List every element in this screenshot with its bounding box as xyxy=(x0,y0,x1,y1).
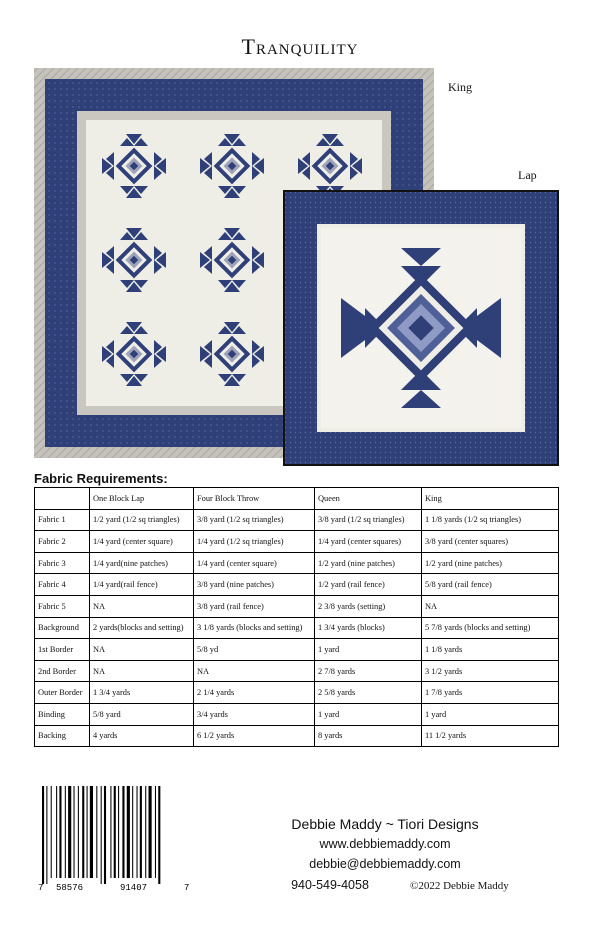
website-link[interactable]: www.debbiemaddy.com xyxy=(319,837,451,851)
table-row xyxy=(35,509,559,531)
table-cell: 3/8 yard (1/2 sq triangles) xyxy=(315,509,422,531)
barcode-digit-1: 7 xyxy=(38,883,44,893)
barcode-bar xyxy=(101,786,102,884)
table-cell: NA xyxy=(90,639,194,661)
barcode-bar xyxy=(114,786,116,878)
barcode-bar xyxy=(65,786,66,878)
barcode-bar xyxy=(158,786,160,884)
barcode-bar xyxy=(127,786,130,878)
fabric-requirements-table xyxy=(34,487,559,747)
table-cell: 1 1/8 yards xyxy=(422,639,559,661)
barcode-bar xyxy=(137,786,138,878)
table-cell: 3/8 yard (1/2 sq triangles) xyxy=(194,509,315,531)
barcode-bar xyxy=(155,786,156,878)
column-header: King xyxy=(422,488,559,510)
barcode-bar xyxy=(46,786,47,884)
barcode-bar xyxy=(140,786,142,878)
table-cell: 1/4 yard(rail fence) xyxy=(90,574,194,596)
table-cell: 1/2 yard (nine patches) xyxy=(315,552,422,574)
barcode-bar xyxy=(78,786,79,878)
king-label: King xyxy=(448,80,472,94)
table-cell: 1/2 yard (1/2 sq triangles) xyxy=(90,509,194,531)
table-row xyxy=(35,639,559,661)
barcode-bar xyxy=(82,786,84,878)
fabric-requirements-heading: Fabric Requirements: xyxy=(34,471,168,486)
table-cell: 1 7/8 yards xyxy=(422,682,559,704)
table-cell: 3 1/2 yards xyxy=(422,660,559,682)
column-header: One Block Lap xyxy=(90,488,194,510)
row-label: Backing xyxy=(35,725,90,747)
row-label: Fabric 2 xyxy=(35,531,90,553)
row-label: Fabric 5 xyxy=(35,595,90,617)
table-cell: 3 1/8 yards (blocks and setting) xyxy=(194,617,315,639)
column-header: Four Block Throw xyxy=(194,488,315,510)
barcode-bar xyxy=(56,786,57,878)
table-row xyxy=(35,595,559,617)
table-cell: 11 1/2 yards xyxy=(422,725,559,747)
table-cell: 3/8 yard (nine patches) xyxy=(194,574,315,596)
table-cell: 6 1/2 yards xyxy=(194,725,315,747)
barcode-bar xyxy=(96,786,97,878)
phone-number: 940-549-4058 xyxy=(291,878,369,892)
row-label: Fabric 4 xyxy=(35,574,90,596)
table-cell: 1/4 yard (center square) xyxy=(194,552,315,574)
designer-name: Debbie Maddy ~ Tiori Designs xyxy=(291,816,479,832)
lap-label: Lap xyxy=(518,168,537,182)
table-cell: 1/4 yard (1/2 sq triangles) xyxy=(194,531,315,553)
table-cell: 3/8 yard (rail fence) xyxy=(194,595,315,617)
table-row xyxy=(35,660,559,682)
table-cell: 5 7/8 yards (blocks and setting) xyxy=(422,617,559,639)
table-cell: 1 yard xyxy=(422,703,559,725)
table-cell: 5/8 yd xyxy=(194,639,315,661)
table-cell: NA xyxy=(90,595,194,617)
barcode-digit-group-2: 58576 xyxy=(56,883,84,893)
table-row xyxy=(35,552,559,574)
barcode-digit-4: 7 xyxy=(184,883,190,893)
barcode-bar xyxy=(51,786,52,878)
table-row xyxy=(35,703,559,725)
table-cell: NA xyxy=(90,660,194,682)
row-label: Outer Border xyxy=(35,682,90,704)
table-cell: 1 yard xyxy=(315,639,422,661)
email-link[interactable]: debbie@debbiemaddy.com xyxy=(309,857,461,871)
table-row xyxy=(35,574,559,596)
table-cell: 3/4 yards xyxy=(194,703,315,725)
row-label: Binding xyxy=(35,703,90,725)
table-cell: 2 7/8 yards xyxy=(315,660,422,682)
row-label: 2nd Border xyxy=(35,660,90,682)
table-cell: 1/4 yard(nine patches) xyxy=(90,552,194,574)
table-cell: 4 yards xyxy=(90,725,194,747)
page-title: Tranquility xyxy=(241,34,359,59)
table-cell: 2 yards(blocks and setting) xyxy=(90,617,194,639)
row-label: Fabric 1 xyxy=(35,509,90,531)
table-cell: 1 3/4 yards xyxy=(90,682,194,704)
table-cell: NA xyxy=(422,595,559,617)
table-cell: 1 yard xyxy=(315,703,422,725)
barcode-bar xyxy=(87,786,88,878)
table-row xyxy=(35,531,559,553)
table-cell: 5/8 yard (rail fence) xyxy=(422,574,559,596)
column-header xyxy=(35,488,90,510)
barcode-bar xyxy=(74,786,75,878)
row-label: Background xyxy=(35,617,90,639)
table-row xyxy=(35,725,559,747)
barcode-bar xyxy=(122,786,124,878)
barcode-bar xyxy=(118,786,119,878)
table-cell: 2 3/8 yards (setting) xyxy=(315,595,422,617)
row-label: Fabric 3 xyxy=(35,552,90,574)
barcode-bar xyxy=(149,786,152,878)
barcode-bar xyxy=(132,786,133,878)
table-cell: 2 1/4 yards xyxy=(194,682,315,704)
copyright: ©2022 Debbie Maddy xyxy=(410,880,509,892)
table-row xyxy=(35,682,559,704)
barcode-bar xyxy=(42,786,44,884)
lap-quilt-image xyxy=(283,190,559,466)
table-cell: 5/8 yard xyxy=(90,703,194,725)
table-cell: 8 yards xyxy=(315,725,422,747)
table-cell: 2 5/8 yards xyxy=(315,682,422,704)
table-cell: 3/8 yard (center squares) xyxy=(422,531,559,553)
barcode-bar xyxy=(110,786,111,878)
table-row xyxy=(35,617,559,639)
barcode-bar xyxy=(68,786,71,878)
table-cell: 1 1/8 yards (1/2 sq triangles) xyxy=(422,509,559,531)
table-cell: 1/2 yard (nine patches) xyxy=(422,552,559,574)
table-header-row xyxy=(35,488,559,510)
column-header: Queen xyxy=(315,488,422,510)
barcode xyxy=(34,784,194,894)
barcode-bar xyxy=(59,786,61,878)
barcode-bar xyxy=(145,786,146,878)
barcode-bar xyxy=(90,786,93,878)
barcode-bar xyxy=(104,786,106,884)
table-cell: NA xyxy=(194,660,315,682)
table-cell: 1 3/4 yards (blocks) xyxy=(315,617,422,639)
barcode-digit-group-3: 91407 xyxy=(120,883,148,893)
row-label: 1st Border xyxy=(35,639,90,661)
table-cell: 1/4 yard (center squares) xyxy=(315,531,422,553)
table-cell: 1/4 yard (center square) xyxy=(90,531,194,553)
table-cell: 1/2 yard (rail fence) xyxy=(315,574,422,596)
